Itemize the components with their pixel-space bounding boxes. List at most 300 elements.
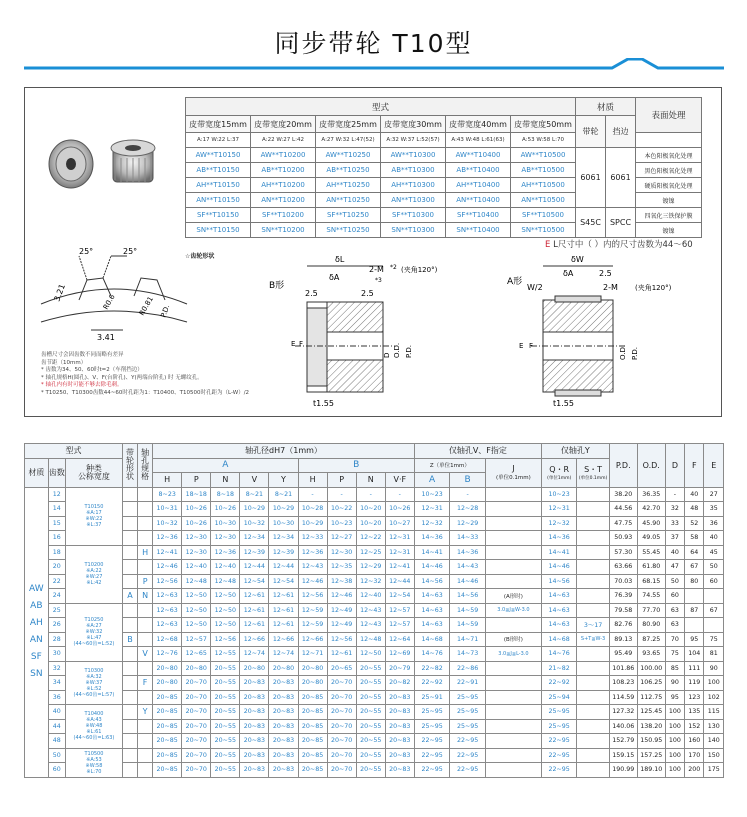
z-a-cell: 14~76: [414, 647, 450, 662]
j-cell: [485, 545, 541, 560]
z-header: Z（单位1mm）: [414, 458, 485, 473]
bore-a-cell: 20~85: [153, 719, 182, 734]
flange-shape-cell: [122, 545, 137, 560]
st-cell: [577, 661, 609, 676]
bore-a-cell: 20~85: [153, 690, 182, 705]
j-cell: [485, 487, 541, 502]
od-cell: 68.15: [637, 574, 665, 589]
b-type-drawing: [265, 250, 475, 410]
bore-b-cell: -: [327, 487, 356, 502]
dim-label: W/2: [527, 283, 543, 292]
dim-label: P.D.: [631, 347, 639, 360]
d-cell: 37: [665, 531, 684, 546]
bore-a-cell: 20~55: [211, 690, 240, 705]
part-code: AB**T10250: [316, 163, 381, 178]
qr-cell: 14~36: [541, 531, 577, 546]
e-cell: 36: [704, 516, 724, 531]
pd-cell: 50.93: [609, 531, 637, 546]
z-b-cell: 14~33: [450, 531, 486, 546]
st-unit: (单位0.1mm): [578, 476, 608, 481]
kind-line: T10300: [84, 667, 104, 674]
table-row: [25, 763, 724, 778]
qr-cell: 12~32: [541, 516, 577, 531]
pd-cell: 44.56: [609, 502, 637, 517]
z-a-cell: 22~95: [414, 748, 450, 763]
st-cell: [577, 676, 609, 691]
z-b-cell: 14~71: [450, 632, 486, 647]
flange-shape-cell: A: [122, 589, 137, 604]
part-code: AB**T10300: [381, 163, 446, 178]
f-cell: 58: [685, 531, 704, 546]
st-cell: [577, 487, 609, 502]
material-header: 材质: [25, 458, 49, 487]
flange-shape-cell: [122, 603, 137, 618]
d-cell: 100: [665, 734, 684, 749]
f-cell: 135: [685, 705, 704, 720]
bore-b-cell: 20~55: [356, 719, 385, 734]
e-cell: 90: [704, 661, 724, 676]
table-row: [25, 748, 724, 763]
bore-b-cell: 12~56: [327, 632, 356, 647]
bore-a-cell: 20~70: [182, 748, 211, 763]
e-cell: 81: [704, 647, 724, 662]
table-row: [25, 734, 724, 749]
j-cell: [485, 748, 541, 763]
bore-a-cell: 12~56: [211, 632, 240, 647]
teeth-cell: 14: [48, 502, 65, 517]
note-line: * 齿数为34、50、60时t=2（车削挡边）: [41, 367, 143, 373]
tooth-shape-title: ☆齿轮形状: [185, 253, 215, 260]
bore-b-cell: 12~38: [327, 574, 356, 589]
bore-a-cell: 20~80: [153, 676, 182, 691]
bore-a-cell: 20~83: [240, 690, 269, 705]
bore-b-cell: 20~80: [298, 676, 327, 691]
z-b-cell: 14~59: [450, 618, 486, 633]
bore-a-cell: 20~83: [269, 690, 298, 705]
flange-shape-cell: B: [122, 632, 137, 647]
bore-b-cell: 20~80: [298, 661, 327, 676]
e-cell: 102: [704, 690, 724, 705]
bore-b-cell: 12~36: [298, 545, 327, 560]
main-spec-table: [24, 443, 724, 778]
bore-b-cell: 20~83: [385, 748, 414, 763]
bore-b-cell: 12~66: [298, 632, 327, 647]
kind-group-cell: [65, 705, 122, 749]
pd-cell: 190.99: [609, 763, 637, 778]
table-row: [25, 589, 724, 604]
table-row: [25, 661, 724, 676]
f-cell: 67: [685, 560, 704, 575]
bore-b-cell: 20~83: [385, 690, 414, 705]
z-b-cell: 14~43: [450, 560, 486, 575]
f-cell: 170: [685, 748, 704, 763]
bore-a-cell: 8~21: [269, 487, 298, 502]
bore-b-cell: 20~85: [298, 690, 327, 705]
kind-line: T10150: [84, 504, 104, 510]
bore-a-cell: 20~83: [269, 734, 298, 749]
bore-a-cell: 10~29: [269, 502, 298, 517]
shaft-spec-cell: [138, 560, 153, 575]
f-cell: 111: [685, 661, 704, 676]
bore-a-cell: 20~55: [211, 676, 240, 691]
dim-label: F: [299, 340, 304, 348]
bore-b-cell: 12~50: [356, 647, 385, 662]
angle-label: 25°: [123, 247, 138, 256]
bore-a-cell: 8~23: [153, 487, 182, 502]
width-dims: A:17 W:22 L:37: [186, 133, 251, 148]
kind-line: ※W:37: [85, 679, 103, 686]
d-cell: 100: [665, 748, 684, 763]
bore-b-cell: 12~59: [298, 603, 327, 618]
qr-cell: 14~76: [541, 647, 577, 662]
bore-a-cell: 10~26: [182, 516, 211, 531]
z-b-cell: 22~86: [450, 661, 486, 676]
bore-b-cell: 12~44: [385, 574, 414, 589]
f-cell: 119: [685, 676, 704, 691]
d-cell: -: [665, 487, 684, 502]
kind-line: ※W:32: [85, 629, 103, 635]
width-header: 皮带宽度15mm: [186, 116, 251, 133]
bore-b-cell: 20~85: [298, 748, 327, 763]
j-label: J: [512, 464, 515, 473]
qr-label: Q・R: [549, 465, 570, 474]
e-cell: 67: [704, 603, 724, 618]
bore-a-cell: 20~55: [211, 661, 240, 676]
flange-shape-cell: [122, 734, 137, 749]
shaft-spec-cell: P: [138, 574, 153, 589]
dim-label: R0.6: [101, 293, 117, 311]
z-b-cell: 12~28: [450, 502, 486, 517]
part-code: AW**T10300: [381, 148, 446, 163]
e-cell: 115: [704, 705, 724, 720]
teeth-cell: 32: [48, 661, 65, 676]
material-cell: AW AB AH AN SF SN: [25, 487, 49, 777]
sub-header: A: [414, 473, 450, 488]
qr-cell: 14~63: [541, 618, 577, 633]
bore-a-cell: 10~31: [153, 502, 182, 517]
pd-cell: 82.76: [609, 618, 637, 633]
qr-cell: 25~95: [541, 705, 577, 720]
e-cell: 130: [704, 719, 724, 734]
f-cell: 152: [685, 719, 704, 734]
pulley-photo: [35, 128, 175, 198]
z-b-cell: 14~56: [450, 589, 486, 604]
z-b-cell: 25~95: [450, 690, 486, 705]
flange-shape-cell: [122, 690, 137, 705]
bore-a-cell: 12~50: [182, 589, 211, 604]
part-code: SF**T10300: [381, 208, 446, 223]
bore-a-cell: 20~70: [182, 690, 211, 705]
od-cell: 150.95: [637, 734, 665, 749]
bore-b-cell: 12~43: [356, 603, 385, 618]
z-b-cell: 14~73: [450, 647, 486, 662]
bore-b-cell: 10~22: [327, 502, 356, 517]
part-code: AN**T10150: [186, 193, 251, 208]
od-cell: 49.05: [637, 531, 665, 546]
bore-a-cell: 20~80: [153, 661, 182, 676]
f-cell: [685, 589, 704, 604]
surface-treatment: 四氧化三铁保护膜: [636, 208, 702, 223]
z-b-cell: 22~95: [450, 763, 486, 778]
kind-line: (44~60齿=L:63): [73, 735, 115, 742]
teeth-cell: 30: [48, 647, 65, 662]
empty-cell: [636, 133, 702, 148]
bore-a-cell: 12~48: [211, 574, 240, 589]
od-header: O.D.: [637, 444, 665, 488]
bore-b-cell: 12~49: [327, 618, 356, 633]
part-code: AW**T10200: [251, 148, 316, 163]
bore-a-cell: 20~83: [269, 719, 298, 734]
bore-b-cell: 20~85: [298, 705, 327, 720]
od-cell: 125.45: [637, 705, 665, 720]
width-dims: A:32 W:37 L:52(57): [381, 133, 446, 148]
note-line: 齿槽尺寸会因齿数不同而略有差异: [41, 352, 124, 358]
z-a-cell: 14~36: [414, 531, 450, 546]
bore-a-cell: 12~65: [182, 647, 211, 662]
part-code: AH**T10200: [251, 178, 316, 193]
bore-b-cell: 12~69: [385, 647, 414, 662]
shaft-spec-cell: [138, 690, 153, 705]
width-header: 皮带宽度20mm: [251, 116, 316, 133]
pd-cell: 152.79: [609, 734, 637, 749]
shaft-spec-cell: [138, 719, 153, 734]
dim-label: (夹角120°): [635, 284, 672, 292]
table-row: [25, 705, 724, 720]
j-cell: [485, 690, 541, 705]
pd-cell: 63.66: [609, 560, 637, 575]
bore-b-cell: 20~85: [298, 734, 327, 749]
teeth-cell: 40: [48, 705, 65, 720]
dim-label: O.D.: [619, 344, 627, 360]
z-a-cell: 10~23: [414, 487, 450, 502]
bore-b-cell: 20~55: [356, 763, 385, 778]
surface-treatment: 黑色阳极氧化处理: [636, 163, 702, 178]
part-code: AB**T10150: [186, 163, 251, 178]
flange-shape-cell: [122, 560, 137, 575]
bore-a-cell: 12~61: [269, 603, 298, 618]
bore-a-cell: 20~55: [211, 719, 240, 734]
bore-a-cell: 12~54: [240, 574, 269, 589]
z-a-cell: 12~31: [414, 502, 450, 517]
bore-b-cell: 10~28: [298, 502, 327, 517]
od-cell: 77.70: [637, 603, 665, 618]
f-header: F: [685, 444, 704, 488]
bore-a-cell: 12~63: [153, 618, 182, 633]
bore-b-cell: 20~85: [298, 719, 327, 734]
pd-cell: 47.75: [609, 516, 637, 531]
kind-line: ※W:58: [85, 762, 103, 769]
qr-cell: 14~46: [541, 560, 577, 575]
d-cell: 100: [665, 719, 684, 734]
kind-line: ※W:48: [85, 723, 103, 730]
bore-a-cell: 12~30: [182, 531, 211, 546]
flange-material-header: 挡边: [606, 116, 636, 148]
qr-cell: 10~23: [541, 487, 577, 502]
bore-a-cell: 20~70: [182, 676, 211, 691]
part-code: AH**T10300: [381, 178, 446, 193]
sub-header: Y: [269, 473, 298, 488]
od-cell: 55.45: [637, 545, 665, 560]
bore-a-cell: 12~61: [269, 618, 298, 633]
bore-b-cell: 10~20: [356, 516, 385, 531]
surface-header: 表面处理: [636, 98, 702, 133]
z-a-cell: 14~63: [414, 603, 450, 618]
pd-cell: 140.06: [609, 719, 637, 734]
bore-b-cell: 20~70: [327, 676, 356, 691]
d-cell: 63: [665, 618, 684, 633]
kind-line: (44~60齿=L:52): [73, 641, 115, 647]
j-cell: [485, 676, 541, 691]
bore-a-cell: 10~26: [211, 502, 240, 517]
bore-a-cell: 12~50: [211, 589, 240, 604]
shaft-spec-cell: [138, 531, 153, 546]
e-cell: 50: [704, 560, 724, 575]
table-row: [25, 531, 724, 546]
j-cell: [485, 763, 541, 778]
sub-header: H: [298, 473, 327, 488]
qr-cell: 14~63: [541, 589, 577, 604]
bore-a-cell: 20~83: [240, 734, 269, 749]
bore-b-cell: 12~27: [327, 531, 356, 546]
dim-label: 3.21: [52, 282, 67, 303]
e-cell: 140: [704, 734, 724, 749]
pd-cell: 95.49: [609, 647, 637, 662]
header-divider: [24, 58, 724, 72]
e-cell: 35: [704, 502, 724, 517]
width-dims: A:53 W:58 L:70: [511, 133, 576, 148]
st-cell: [577, 734, 609, 749]
part-code: SN**T10400: [446, 223, 511, 238]
bore-b-cell: 20~70: [327, 690, 356, 705]
main-table-body: [25, 487, 724, 777]
bore-a-cell: 12~40: [182, 560, 211, 575]
dim-label: δA: [329, 273, 340, 282]
sub-header: P: [182, 473, 211, 488]
bore-b-cell: 20~70: [327, 734, 356, 749]
angle-label: 25°: [79, 247, 94, 256]
flange-shape-cell: [122, 705, 137, 720]
st-cell: [577, 705, 609, 720]
width-header: 皮带宽度40mm: [446, 116, 511, 133]
bore-b-cell: 20~70: [327, 719, 356, 734]
dim-label: O.D.: [393, 342, 401, 358]
bore-a-cell: 12~34: [240, 531, 269, 546]
part-code: SN**T10500: [511, 223, 576, 238]
pd-cell: 57.30: [609, 545, 637, 560]
z-b-cell: 14~46: [450, 574, 486, 589]
z-a-cell: 22~82: [414, 661, 450, 676]
dim-label: 3.41: [97, 333, 115, 342]
part-code: AW**T10150: [186, 148, 251, 163]
bore-a-cell: 12~30: [211, 531, 240, 546]
od-cell: 42.70: [637, 502, 665, 517]
bore-b-cell: 12~35: [327, 560, 356, 575]
sub-header: B: [450, 473, 486, 488]
bore-b-cell: 20~85: [298, 763, 327, 778]
bore-b-cell: 12~64: [385, 632, 414, 647]
j-cell: 3.0≦J≦L-3.0: [485, 647, 541, 662]
e-cell: 100: [704, 676, 724, 691]
z-a-cell: 14~63: [414, 589, 450, 604]
st-cell: [577, 560, 609, 575]
kind-line: T10500: [84, 750, 104, 757]
part-code: AH**T10500: [511, 178, 576, 193]
dim-label: δW: [571, 255, 584, 264]
j-cell: [485, 531, 541, 546]
part-code: AB**T10500: [511, 163, 576, 178]
st-cell: S+T≦W-3: [577, 632, 609, 647]
od-cell: 87.25: [637, 632, 665, 647]
flange-shape-cell: [122, 516, 137, 531]
qr-cell: 22~95: [541, 748, 577, 763]
table-row: [186, 208, 702, 223]
table-row: [25, 603, 724, 618]
pd-cell: 89.13: [609, 632, 637, 647]
teeth-cell: 18: [48, 545, 65, 560]
st-cell: [577, 748, 609, 763]
z-b-cell: -: [450, 487, 486, 502]
qr-cell: 14~63: [541, 603, 577, 618]
width-header: 皮带宽度50mm: [511, 116, 576, 133]
bore-a-cell: 10~30: [269, 516, 298, 531]
bore-b-cell: 20~70: [327, 763, 356, 778]
bore-a-cell: 12~66: [240, 632, 269, 647]
bore-b-cell: 20~82: [385, 676, 414, 691]
teeth-cell: 12: [48, 487, 65, 502]
st-cell: 3～17: [577, 618, 609, 633]
qr-cell: 14~41: [541, 545, 577, 560]
od-cell: 80.90: [637, 618, 665, 633]
e-header: E: [704, 444, 724, 488]
sub-header: P: [327, 473, 356, 488]
shaft-spec-cell: [138, 516, 153, 531]
table-row: [186, 148, 702, 163]
flange-shape-cell: [122, 763, 137, 778]
bore-b-cell: 20~55: [356, 734, 385, 749]
z-b-cell: 25~95: [450, 705, 486, 720]
bore-a-cell: 20~83: [240, 748, 269, 763]
table-row: [25, 647, 724, 662]
a-type-drawing: [503, 250, 723, 410]
bore-a-cell: 20~85: [153, 734, 182, 749]
table-row: [25, 487, 724, 502]
bore-a-cell: 12~74: [269, 647, 298, 662]
kind-line: T10400: [84, 711, 104, 718]
bore-b-cell: 12~31: [385, 545, 414, 560]
kind-line: ※W:27: [85, 574, 103, 580]
qr-cell: 25~95: [541, 719, 577, 734]
d-cell: 85: [665, 661, 684, 676]
j-cell: [485, 719, 541, 734]
dim-label: *3: [375, 277, 382, 284]
bore-b-cell: 12~22: [356, 531, 385, 546]
dim-label: F: [529, 342, 534, 350]
z-a-cell: 12~32: [414, 516, 450, 531]
od-cell: 189.10: [637, 763, 665, 778]
shaft-spec-cell: [138, 748, 153, 763]
d-cell: 75: [665, 647, 684, 662]
flange-shape-cell: [122, 719, 137, 734]
width-dims: A:22 W:27 L:42: [251, 133, 316, 148]
kind-line: ※L:52: [86, 685, 102, 692]
shaft-spec-cell: [138, 734, 153, 749]
kind-line: ※A:43: [86, 717, 102, 724]
bore-a-cell: 20~70: [182, 763, 211, 778]
bore-a-cell: 12~66: [269, 632, 298, 647]
z-b-cell: 14~36: [450, 545, 486, 560]
pulley-material: S45C: [576, 208, 606, 238]
bore-a-cell: 12~54: [269, 574, 298, 589]
